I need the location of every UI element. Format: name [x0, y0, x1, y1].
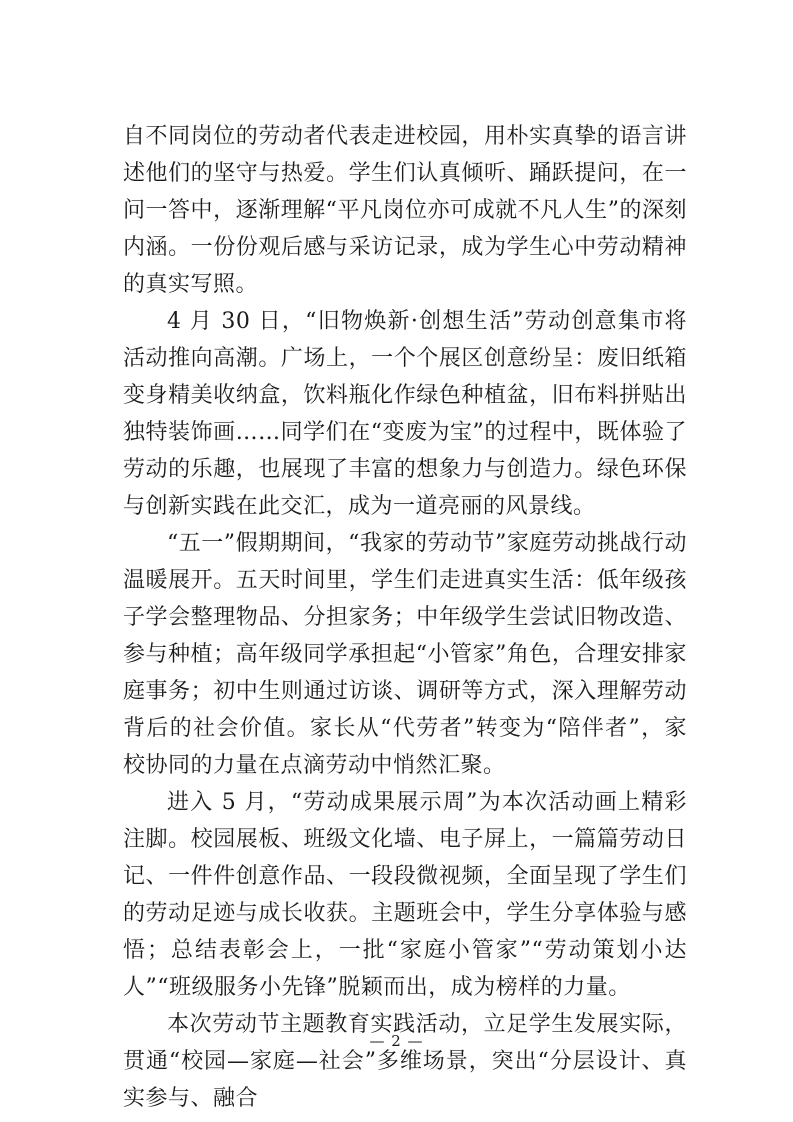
paragraph-achievement-week: 进入 5 月，“劳动成果展示周”为本次活动画上精彩注脚。校园展板、班级文化墙、电子屏上，一篇篇劳动日记、一件件创意作品、一段段微视频，全面呈现了学生们的劳动足迹与成长收获。主题班会中，学生分享体验与感悟；总结表彰会上，一批“家庭小管家”“劳动策划小达人”“班级服务小先锋”脱颖而出，成为榜样的力量。: [123, 790, 687, 1000]
page-number: — 2 —: [369, 1032, 424, 1050]
paragraph-family-labor: “五一”假期期间，“我家的劳动节”家庭劳动挑战行动温暖展开。五天时间里，学生们走进真实生活：低年级孩子学会整理物品、分担家务；中年级学生尝试旧物改造、参与种植；高年级同学承担起“小管家”角色，合理安排家庭事务；初中生则通过访谈、调研等方式，深入理解劳动背后的社会价值。家长从“代劳者”转变为“陪伴者”，家校协同的力量在点滴劳动中悄然汇聚。: [123, 531, 687, 778]
body-text: [123, 118, 687, 1117]
paragraph-creative-market: 4 月 30 日，“旧物焕新·创想生活”劳动创意集市将活动推向高潮。广场上，一个个展区创意纷呈：废旧纸箱变身精美收纳盒，饮料瓶化作绿色种植盆，旧布料拼贴出独特装饰画……同学们在“变废为宝”的过程中，既体验了劳动的乐趣，也展现了丰富的想象力与创造力。绿色环保与创新实践在此交汇，成为一道亮丽的风景线。: [123, 309, 687, 519]
paragraph-summary: 本次劳动节主题教育实践活动，立足学生发展实际，贯通“校园—家庭—社会”多维场景，突出“分层设计、真实参与、融合: [123, 1012, 687, 1111]
paragraph-continuation: 自不同岗位的劳动者代表走进校园，用朴实真挚的语言讲述他们的坚守与热爱。学生们认真倾听、踊跃提问，在一问一答中，逐渐理解“平凡岗位亦可成就不凡人生”的深刻内涵。一份份观后感与采访记录，成为学生心中劳动精神的真实写照。: [123, 124, 687, 297]
